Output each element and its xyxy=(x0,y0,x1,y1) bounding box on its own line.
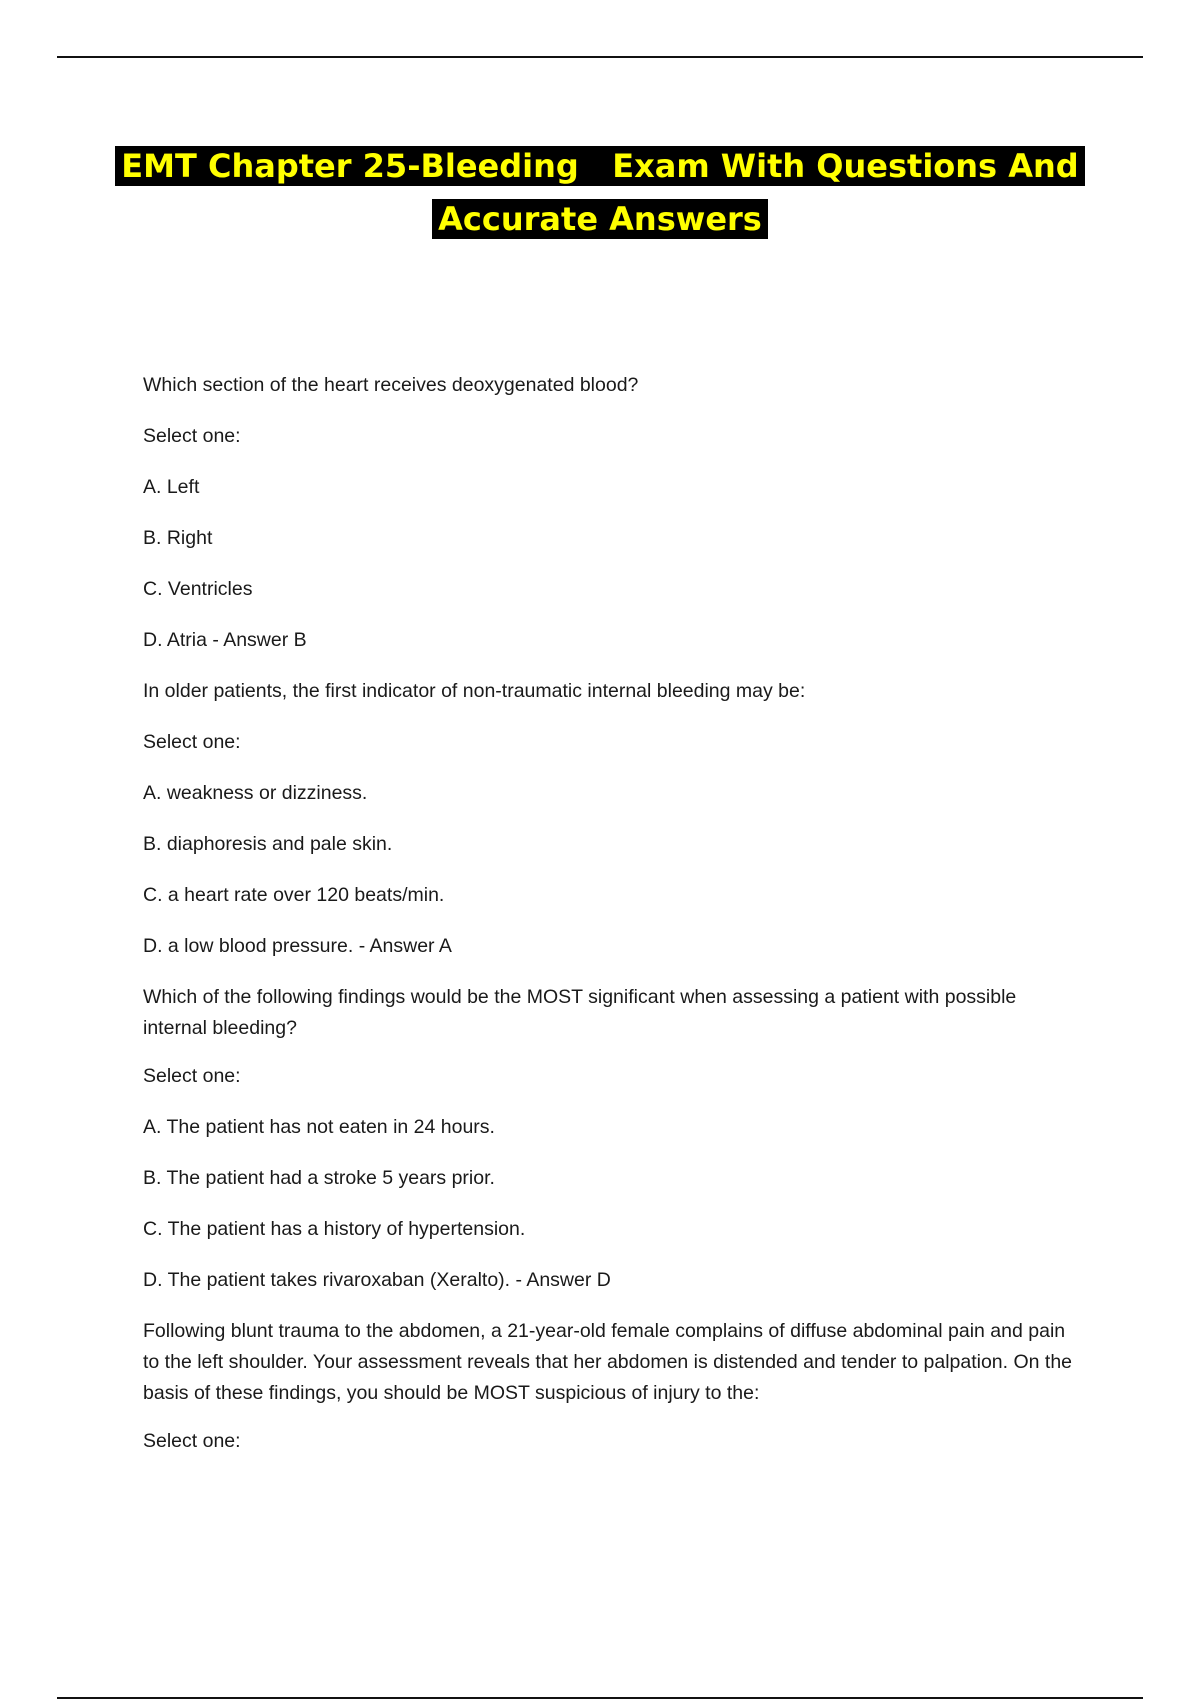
question-1-option-c: C. Ventricles xyxy=(143,578,253,600)
question-2-option-d: D. a low blood pressure. - Answer A xyxy=(143,935,452,957)
document-title xyxy=(100,140,1100,246)
question-3-option-d: D. The patient takes rivaroxaban (Xeralto). - Answer D xyxy=(143,1269,611,1291)
question-2-text: In older patients, the first indicator of non-traumatic internal bleeding may be: xyxy=(143,680,806,702)
question-2-option-b: B. diaphoresis and pale skin. xyxy=(143,833,393,855)
question-3-option-a: A. The patient has not eaten in 24 hours. xyxy=(143,1116,495,1138)
question-3-option-b: B. The patient had a stroke 5 years prior. xyxy=(143,1167,495,1189)
question-2-prompt: Select one: xyxy=(143,731,241,753)
question-2-option-a: A. weakness or dizziness. xyxy=(143,782,368,804)
footer-rule xyxy=(57,1697,1143,1699)
document-body xyxy=(143,370,1083,1477)
question-1-option-a: A. Left xyxy=(143,476,200,498)
question-3-option-c: C. The patient has a history of hypertension. xyxy=(143,1218,526,1240)
title-line-1: EMT Chapter 25-Bleeding Exam With Questions And xyxy=(115,146,1084,186)
question-4-text: Following blunt trauma to the abdomen, a 21-year-old female complains of diffuse abdominal pain and pain to the left shoulder. Your assessment reveals that her abdomen is distended and tender to palpation. On the basis of these findings, you should be MOST suspicious of injury to the: xyxy=(143,1320,1073,1404)
question-1-option-b: B. Right xyxy=(143,527,213,549)
question-1-text: Which section of the heart receives deoxygenated blood? xyxy=(143,374,639,396)
question-1-option-d: D. Atria - Answer B xyxy=(143,629,307,651)
question-1-prompt: Select one: xyxy=(143,425,241,447)
header-rule xyxy=(57,56,1143,58)
question-4-prompt: Select one: xyxy=(143,1430,241,1452)
question-2-option-c: C. a heart rate over 120 beats/min. xyxy=(143,884,445,906)
title-line-2: Accurate Answers xyxy=(432,199,768,239)
question-3-text: Which of the following findings would be the MOST significant when assessing a patient with possible internal bleeding? xyxy=(143,986,1017,1039)
question-3-prompt: Select one: xyxy=(143,1065,241,1087)
